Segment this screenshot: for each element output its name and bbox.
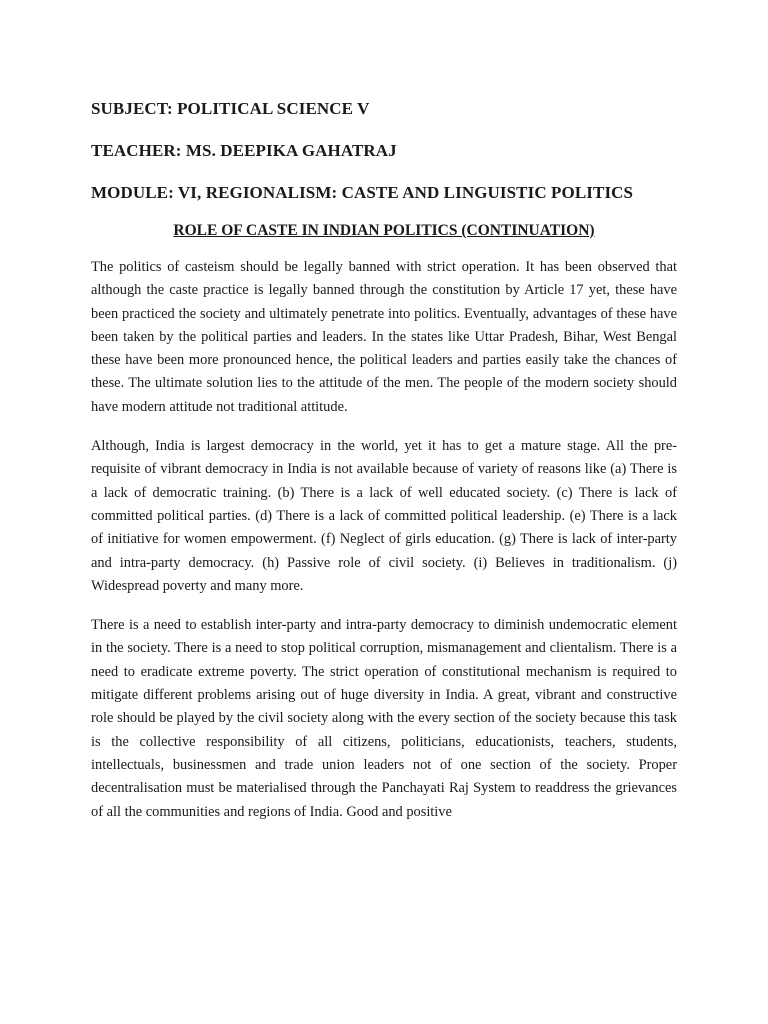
- paragraph-2: Although, India is largest democracy in the world, yet it has to get a mature stage. All the pre-requisite of vibrant democracy in India is not available because of variety of reasons like (a) There is a lack of democratic training. (b) There is a lack of well educated society. (c) There is lack of committed political parties. (d) There is a lack of committed political leadership. (e) There is a lack of initiative for women empowerment. (f) Neglect of girls education. (g) There is lack of inter-party and intra-party democracy. (h) Passive role of civil society. (i) Believes in traditionalism. (j) Widespread poverty and many more.: [91, 438, 677, 594]
- paragraph-3: There is a need to establish inter-party and intra-party democracy to diminish undemocratic element in the society. There is a need to stop political corruption, mismanagement and clientalism. There is a need to eradicate extreme poverty. The strict operation of constitutional mechanism is required to mitigate different problems arising out of huge diversity in India. A great, vibrant and constructive role should be played by the civil society along with the every section of the society because this task is the collective responsibility of all citizens, politicians, educationists, teachers, students, intellectuals, businessmen and trade union leaders not of one section of the society. Proper decentralisation must be materialised through the Panchayati Raj System to readdress the grievances of all the communities and regions of India. Good and positive: [91, 617, 677, 820]
- document-page: [91, 96, 677, 840]
- paragraph-1: The politics of casteism should be legally banned with strict operation. It has been observed that although the caste practice is legally banned through the constitution by Article 17 yet, these have been practiced the society and ultimately penetrate into politics. Eventually, advantages of these have been taken by the political parties and leaders. In the states like Uttar Pradesh, Bihar, West Bengal these have been more pronounced hence, the political leaders and parties easily take the chances of these. The ultimate solution lies to the attitude of the men. The people of the modern society should have modern attitude not traditional attitude.: [91, 259, 677, 415]
- teacher-heading: TEACHER: MS. DEEPIKA GAHATRAJ: [91, 141, 397, 160]
- subject-heading: SUBJECT: POLITICAL SCIENCE V: [91, 99, 370, 118]
- module-heading: MODULE: VI, REGIONALISM: CASTE AND LINGUISTIC POLITICS: [91, 183, 634, 202]
- section-title: ROLE OF CASTE IN INDIAN POLITICS (CONTINUATION): [173, 222, 595, 239]
